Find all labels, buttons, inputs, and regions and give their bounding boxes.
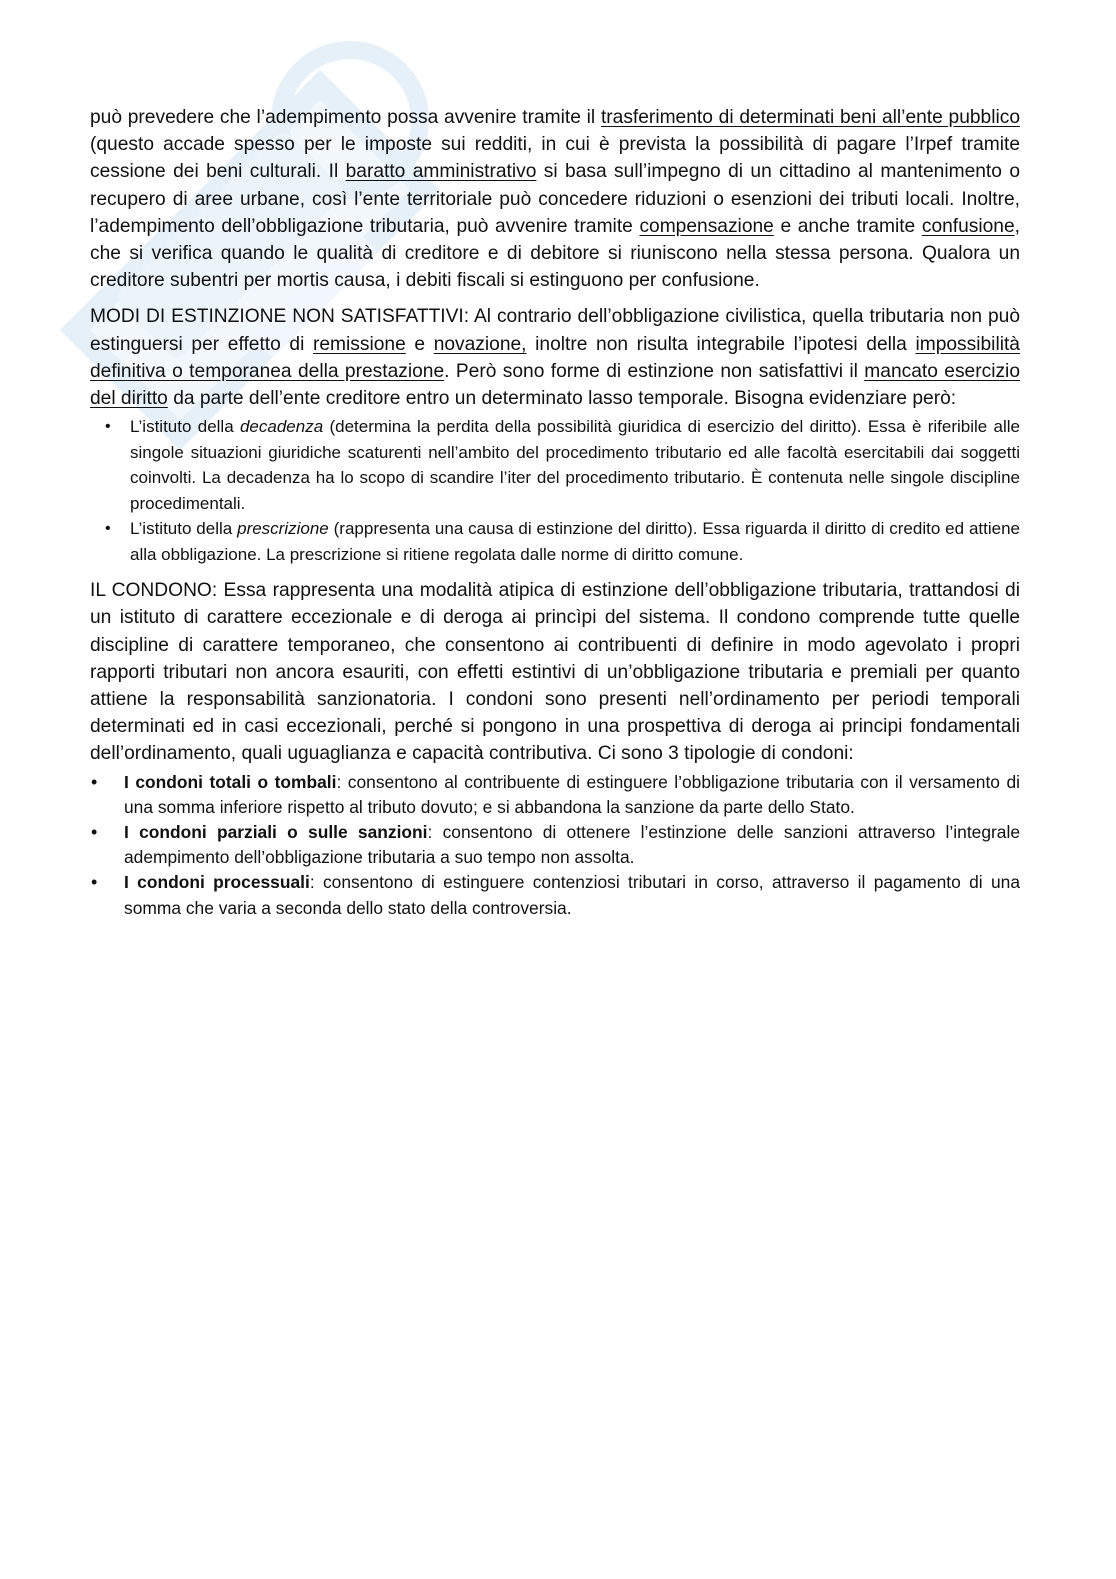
text-run: (questo accade spesso per le imposte sui redditi, in cui è prevista la possibilità di pagare l’Irpef tramite cessione dei beni culturali. Il — [90, 134, 1020, 183]
list-item — [124, 820, 1020, 870]
text-run: L’istituto della — [130, 519, 238, 539]
underlined-term: impossibilità definitiva o temporanea della prestazione — [90, 333, 1020, 382]
text-run: : consentono di ottenere l’estinzione delle sanzioni attraverso l’integrale adempimento dell’obbligazione tributaria a suo tempo non assolta. — [124, 822, 1020, 868]
text-run: : consentono di estinguere contenziosi tributari in corso, attraverso il pagamento di una somma che varia a seconda dello stato della controversia. — [124, 872, 1020, 918]
text-run: (rappresenta una causa di estinzione del diritto). Essa riguarda il diritto di credito ed attiene alla obbligazione. La prescrizione si ritiene regolata dalle norme di diritto comune. — [130, 519, 1020, 564]
paragraph-adempimento — [90, 104, 1020, 294]
list-item — [130, 516, 1020, 567]
text-run: , che si verifica quando le qualità di creditore e di debitore si riuniscono nella stessa persona. Qualora un creditore subentri per mortis causa, i debiti fiscali si estinguono per confusione. — [90, 215, 1020, 292]
bold-term: I condoni processuali — [124, 872, 310, 893]
paragraph-condono: IL CONDONO: Essa rappresenta una modalità atipica di estinzione dell’obbligazione tributaria, trattandosi di un istituto di carattere eccezionale e di deroga ai princìpi del sistema. Il condono comprende tutte quelle discipline di carattere temporaneo, che consentono ai contribuenti di definire in modo agevolato i propri rapporti tributari non ancora esauriti, con effetti estintivi di un’obbligazione tributaria e premiali per quanto attiene la responsabilità sanzionatoria. I condoni sono presenti nell’ordinamento per periodi temporali determinati ed in casi eccezionali, perché si pongono in una prospettiva di deroga ai principi fondamentali dell’ordinamento, quali uguaglianza e capacità contributiva. Ci sono 3 tipologie di condoni: — [90, 580, 1020, 765]
underlined-term: mancato esercizio del diritto — [90, 360, 1020, 410]
underlined-term: novazione, — [433, 333, 527, 355]
underlined-term: baratto amministrativo — [345, 161, 537, 183]
paragraph-modi-estinzione — [90, 303, 1020, 412]
document-page — [90, 104, 1020, 921]
list-item — [124, 870, 1020, 920]
list-item — [130, 414, 1020, 516]
text-run: : consentono al contribuente di estinguere l’obbligazione tributaria con il versamento di una somma inferiore rispetto al tributo dovuto; e si abbandona la sanzione da parte dello Stato. — [124, 771, 1020, 817]
italic-term: decadenza — [239, 417, 324, 437]
bullet-list-condoni — [90, 770, 1020, 921]
underlined-term: remissione — [312, 333, 406, 355]
text-run: L’istituto della — [130, 417, 240, 437]
text-run: si basa sull’impegno di un cittadino al mantenimento o recupero di aree urbane, così l’ente territoriale può concedere riduzioni o esenzioni dei tributi locali. Inoltre, l’adempimento dell’obbligazione tributaria, può avvenire tramite — [90, 161, 1020, 237]
underlined-term: confusione — [921, 215, 1015, 237]
text-run: inoltre non risulta integrabile l’ipotesi della — [526, 333, 916, 355]
bold-term: I condoni parziali o sulle sanzioni — [124, 822, 428, 843]
text-run: da parte dell’ente creditore entro un determinato lasso temporale. Bisogna evidenziare però: — [167, 388, 957, 410]
text-run: e — [405, 333, 434, 355]
text-run: MODI DI ESTINZIONE NON SATISFATTIVI: Al contrario dell’obbligazione civilistica, quella tributaria non può estinguersi per effetto di — [90, 306, 1020, 355]
bullet-list-istituti — [90, 414, 1020, 567]
list-item — [124, 770, 1020, 820]
text-run: può prevedere che l’adempimento possa avvenire tramite il — [90, 107, 601, 128]
text-run: (determina la perdita della possibilità giuridica di esercizio del diritto). Essa è riferibile alle singole situazioni giuridiche scaturenti nell’ambito del procedimento tributario ed alle facoltà esercitabili dai soggetti coinvolti. La decadenza ha lo scopo di scandire l’iter del procedimento tributario. È contenuta nelle singole discipline procedimentali. — [130, 417, 1020, 513]
italic-term: prescrizione — [237, 519, 329, 539]
bold-term: I condoni totali o tombali — [124, 771, 337, 792]
underlined-term: compensazione — [639, 215, 774, 237]
text-run: e anche tramite — [773, 215, 922, 237]
underlined-term: trasferimento di determinati beni all’ente pubblico — [600, 107, 1020, 128]
text-run: . Però sono forme di estinzione non satisfattivi il — [444, 360, 865, 382]
